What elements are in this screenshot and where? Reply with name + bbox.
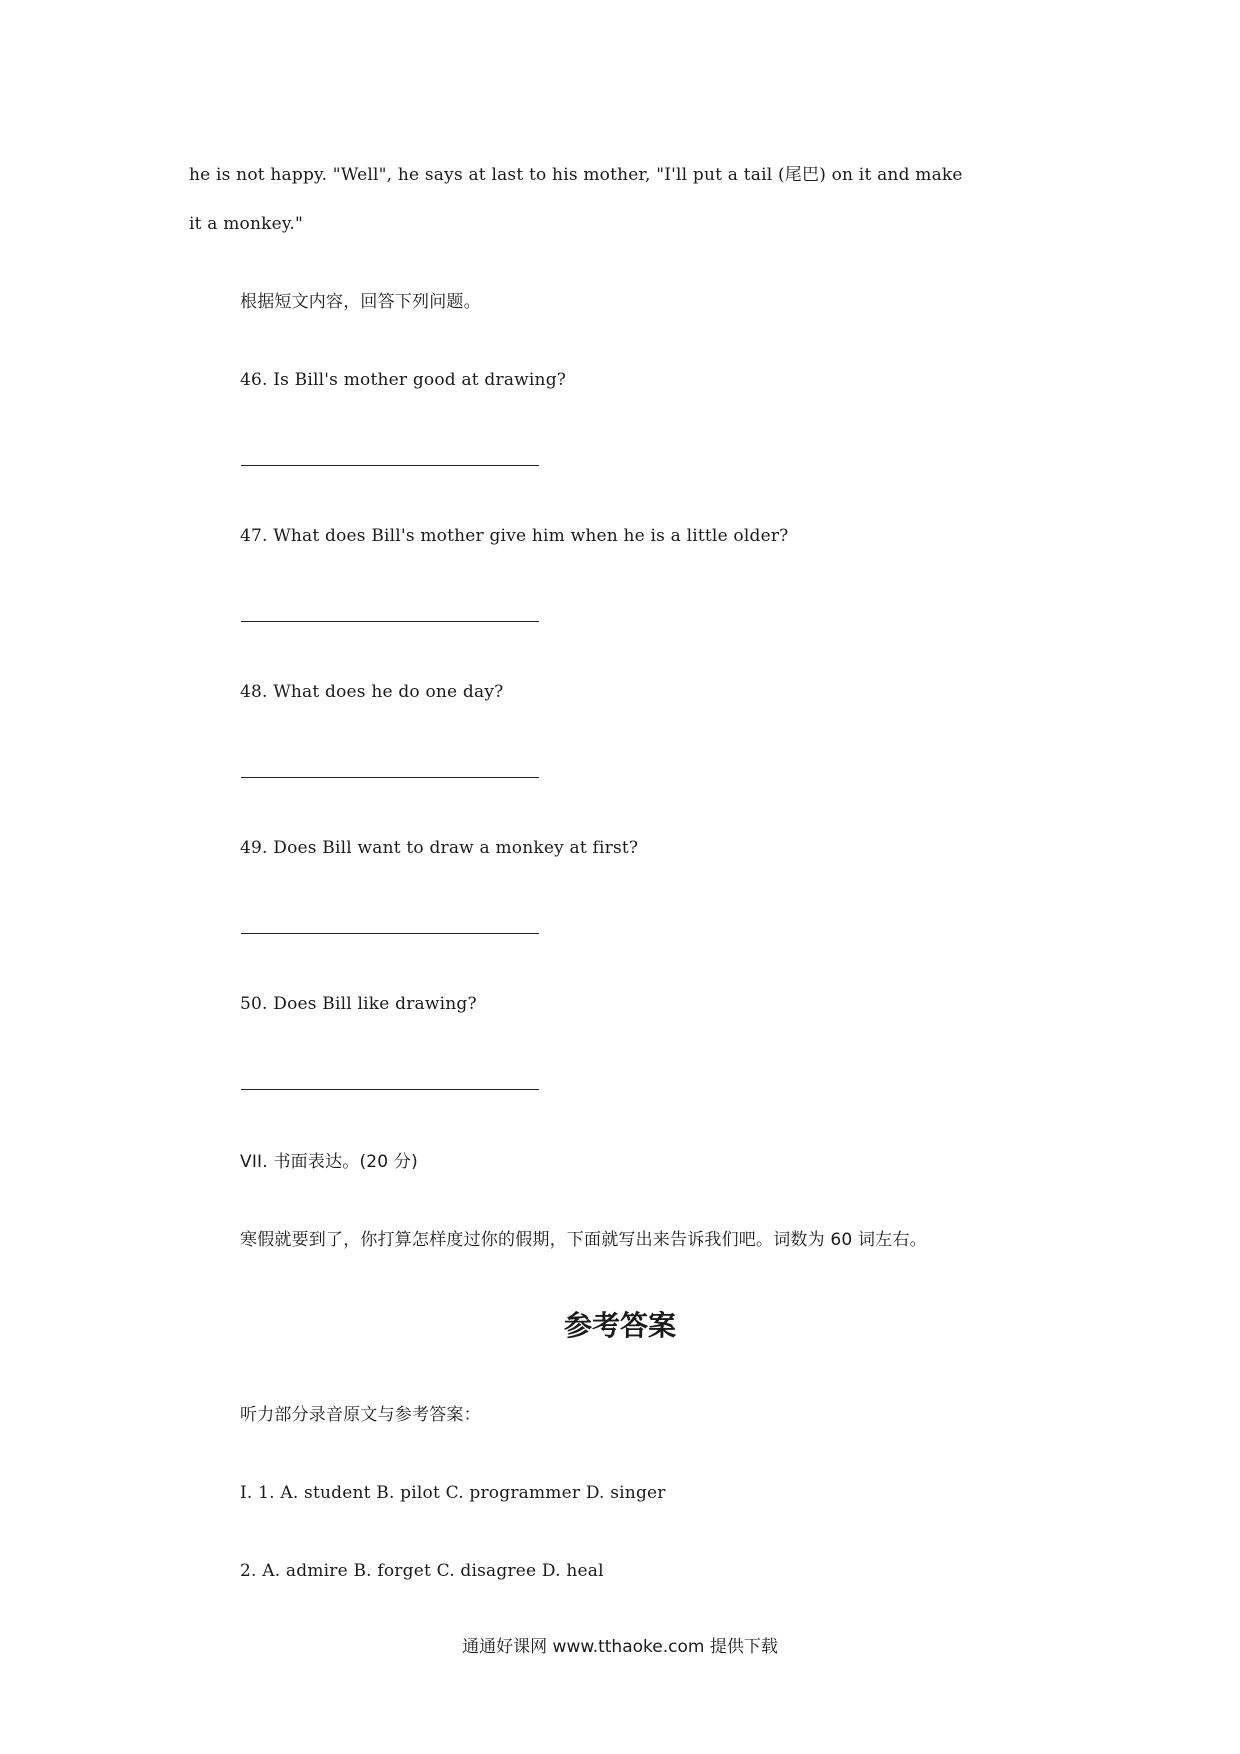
question-46: 46. Is Bill's mother good at drawing? — [240, 370, 567, 390]
answer-blank-48 — [241, 777, 539, 778]
instruction-text: 根据短文内容，回答下列问题。 — [240, 292, 481, 312]
answer-item-2: 2. A. admire B. forget C. disagree D. heal — [240, 1561, 604, 1581]
answer-blank-50 — [241, 1089, 539, 1090]
question-50: 50. Does Bill like drawing? — [240, 994, 477, 1014]
passage-line-2: it a monkey." — [189, 214, 304, 234]
answer-blank-49 — [241, 933, 539, 934]
answers-intro: 听力部分录音原文与参考答案： — [240, 1405, 481, 1425]
question-47: 47. What does Bill's mother give him when he is a little older? — [240, 526, 789, 546]
answer-item-1: I. 1. A. student B. pilot C. programmer D. singer — [240, 1483, 666, 1503]
answer-blank-47 — [241, 621, 539, 622]
answers-heading: 参考答案 — [563, 1309, 676, 1342]
page-footer: 通通好课网 www.tthaoke.com 提供下载 — [462, 1637, 778, 1657]
question-49: 49. Does Bill want to draw a monkey at first? — [240, 838, 639, 858]
writing-prompt: 寒假就要到了，你打算怎样度过你的假期，下面就写出来告诉我们吧。词数为 60 词左右。 — [240, 1230, 927, 1250]
passage-line-1: he is not happy. "Well", he says at last to his mother, "I'll put a tail (尾巴) on it and make — [189, 165, 963, 185]
question-48: 48. What does he do one day? — [240, 682, 504, 702]
answer-blank-46 — [241, 465, 539, 466]
writing-section-title: VII. 书面表达。(20 分) — [240, 1152, 418, 1172]
